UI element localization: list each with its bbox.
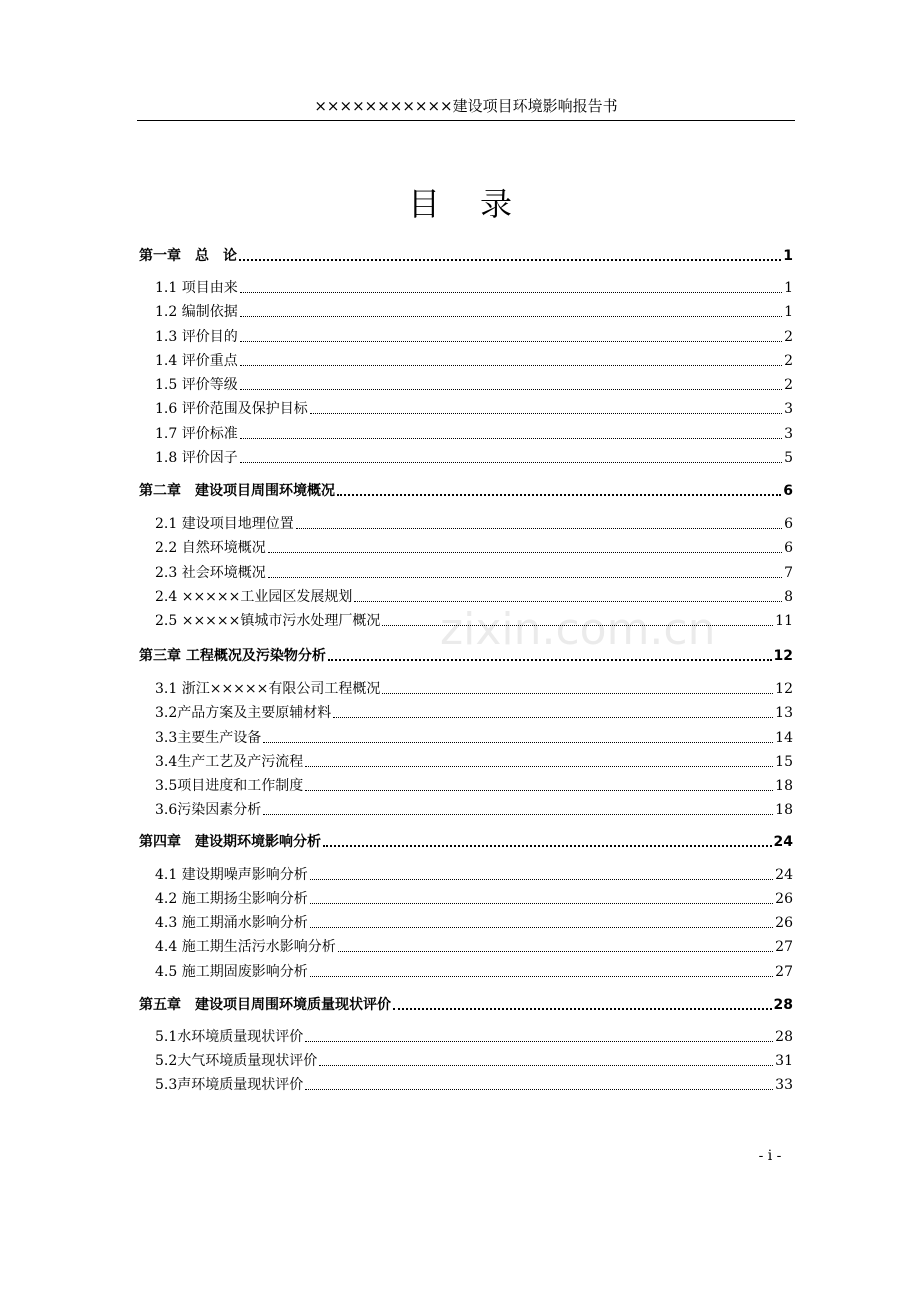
toc-entry-page: 3 <box>784 401 793 417</box>
toc-entry-label: 2.4 ×××××工业园区发展规划 <box>155 589 353 605</box>
toc-entry-page: 28 <box>773 997 793 1013</box>
dot-leader <box>240 292 782 293</box>
dot-leader <box>393 1008 772 1010</box>
toc-entry-label: 2.3 社会环境概况 <box>155 565 266 581</box>
dot-leader <box>240 316 782 317</box>
toc-entry-label: 1.6 评价范围及保护目标 <box>155 401 308 417</box>
toc-section-1-3[interactable] <box>155 325 793 347</box>
toc-section-4-1[interactable] <box>155 863 793 885</box>
dot-leader <box>305 766 773 767</box>
dot-leader <box>240 389 782 390</box>
toc-entry-page: 7 <box>784 565 793 581</box>
toc-entry-page: 6 <box>784 540 793 556</box>
dot-leader <box>305 790 773 791</box>
dot-leader <box>263 814 773 815</box>
toc-section-5-3[interactable] <box>155 1073 793 1095</box>
toc-section-3-2[interactable] <box>155 701 793 723</box>
toc-section-1-6[interactable] <box>155 397 793 419</box>
toc-entry-label: 1.5 评价等级 <box>155 377 238 393</box>
toc-entry-page: 24 <box>773 834 793 850</box>
toc-entry-label: 2.2 自然环境概况 <box>155 540 266 556</box>
toc-entry-page: 27 <box>775 939 793 955</box>
dot-leader <box>296 528 782 529</box>
toc-entry-page: 14 <box>775 730 793 746</box>
toc-entry-page: 26 <box>775 915 793 931</box>
dot-leader <box>268 552 782 553</box>
toc-chapter-2[interactable] <box>139 479 793 501</box>
dot-leader <box>333 717 773 718</box>
toc-entry-page: 24 <box>775 867 793 883</box>
toc-entry-page: 6 <box>784 516 793 532</box>
toc-section-4-2[interactable] <box>155 887 793 909</box>
toc-entry-page: 1 <box>784 304 793 320</box>
dot-leader <box>268 577 782 578</box>
toc-section-2-3[interactable] <box>155 561 793 583</box>
toc-entry-label: 1.7 评价标准 <box>155 426 238 442</box>
toc-entry-label: 第二章 建设项目周围环境概况 <box>139 483 335 499</box>
toc-entry-label: 2.1 建设项目地理位置 <box>155 516 294 532</box>
dot-leader <box>382 693 773 694</box>
toc-entry-label: 第一章 总 论 <box>139 248 237 264</box>
toc-entry-page: 13 <box>775 705 793 721</box>
toc-entry-page: 2 <box>784 377 793 393</box>
toc-entry-label: 1.8 评价因子 <box>155 450 238 466</box>
dot-leader <box>239 259 781 261</box>
dot-leader <box>328 659 772 661</box>
dot-leader <box>338 951 773 952</box>
toc-title: 目录 <box>407 185 552 223</box>
toc-entry-page: 5 <box>784 450 793 466</box>
toc-entry-label: 1.3 评价目的 <box>155 329 238 345</box>
toc-entry-page: 15 <box>775 754 793 770</box>
toc-section-2-5[interactable] <box>155 609 793 631</box>
toc-entry-label: 第四章 建设期环境影响分析 <box>139 834 321 850</box>
toc-section-3-3[interactable] <box>155 726 793 748</box>
dot-leader <box>240 438 782 439</box>
dot-leader <box>305 1041 773 1042</box>
toc-entry-label: 4.2 施工期扬尘影响分析 <box>155 891 308 907</box>
toc-entry-label: 3.6污染因素分析 <box>155 802 262 818</box>
toc-section-4-3[interactable] <box>155 911 793 933</box>
toc-entry-label: 5.3声环境质量现状评价 <box>155 1077 304 1093</box>
toc-section-2-2[interactable] <box>155 536 793 558</box>
toc-section-1-1[interactable] <box>155 276 793 298</box>
toc-entry-page: 12 <box>775 681 793 697</box>
toc-entry-label: 4.3 施工期涌水影响分析 <box>155 915 308 931</box>
page-header <box>137 96 795 121</box>
toc-entry-page: 2 <box>784 329 793 345</box>
toc-entry-label: 3.1 浙江×××××有限公司工程概况 <box>155 681 381 697</box>
page-number: - i - <box>758 1148 782 1164</box>
dot-leader <box>382 625 773 626</box>
toc-section-3-4[interactable] <box>155 750 793 772</box>
toc-entry-page: 6 <box>783 483 793 499</box>
dot-leader <box>323 845 772 847</box>
dot-leader <box>310 413 782 414</box>
toc-chapter-1[interactable] <box>139 244 793 266</box>
toc-entry-page: 11 <box>775 613 793 629</box>
toc-entry-label: 1.4 评价重点 <box>155 353 238 369</box>
toc-entry-label: 3.2产品方案及主要原辅材料 <box>155 705 332 721</box>
toc-entry-page: 27 <box>775 964 793 980</box>
dot-leader <box>354 601 782 602</box>
toc-chapter-3[interactable] <box>139 644 793 666</box>
toc-entry-label: 4.4 施工期生活污水影响分析 <box>155 939 336 955</box>
toc-section-5-1[interactable] <box>155 1025 793 1047</box>
dot-leader <box>310 903 773 904</box>
toc-entry-label: 第五章 建设项目周围环境质量现状评价 <box>139 997 391 1013</box>
toc-section-3-5[interactable] <box>155 774 793 796</box>
toc-entry-label: 3.5项目进度和工作制度 <box>155 778 304 794</box>
toc-entry-page: 3 <box>784 426 793 442</box>
toc-entry-page: 2 <box>784 353 793 369</box>
dot-leader <box>263 742 773 743</box>
dot-leader <box>310 879 773 880</box>
toc-entry-page: 33 <box>775 1077 793 1093</box>
toc-entry-label: 1.1 项目由来 <box>155 280 238 296</box>
toc-entry-page: 1 <box>784 280 793 296</box>
toc-entry-page: 28 <box>775 1029 793 1045</box>
toc-entry-label: 2.5 ×××××镇城市污水处理厂概况 <box>155 613 381 629</box>
dot-leader <box>310 927 773 928</box>
toc-chapter-4[interactable] <box>139 830 793 852</box>
toc-entry-page: 26 <box>775 891 793 907</box>
toc-entry-label: 4.1 建设期噪声影响分析 <box>155 867 308 883</box>
dot-leader <box>305 1089 773 1090</box>
toc-entry-page: 8 <box>784 589 793 605</box>
toc-entry-label: 1.2 编制依据 <box>155 304 238 320</box>
toc-entry-page: 31 <box>775 1053 793 1069</box>
watermark: zixin.com.cn <box>440 604 716 655</box>
toc-entry-label: 第三章 工程概况及污染物分析 <box>139 648 326 664</box>
toc-entry-label: 4.5 施工期固废影响分析 <box>155 964 308 980</box>
dot-leader <box>240 462 782 463</box>
toc-section-2-4[interactable] <box>155 585 793 607</box>
toc-chapter-5[interactable] <box>139 993 793 1015</box>
toc-entry-label: 3.3主要生产设备 <box>155 730 262 746</box>
toc-section-5-2[interactable] <box>155 1049 793 1071</box>
toc-section-1-8[interactable] <box>155 446 793 468</box>
toc-section-4-4[interactable] <box>155 935 793 957</box>
dot-leader <box>319 1065 773 1066</box>
document-title: ×××××××××××建设项目环境影响报告书 <box>314 97 618 115</box>
toc-entry-page: 18 <box>775 778 793 794</box>
toc-section-4-5[interactable] <box>155 960 793 982</box>
toc-entry-label: 5.2大气环境质量现状评价 <box>155 1053 318 1069</box>
toc-section-3-6[interactable] <box>155 798 793 820</box>
toc-section-1-4[interactable] <box>155 349 793 371</box>
toc-entry-label: 3.4生产工艺及产污流程 <box>155 754 304 770</box>
toc-section-3-1[interactable] <box>155 677 793 699</box>
toc-entry-page: 12 <box>773 648 793 664</box>
dot-leader <box>337 494 781 496</box>
toc-section-2-1[interactable] <box>155 512 793 534</box>
toc-entry-page: 18 <box>775 802 793 818</box>
dot-leader <box>240 341 782 342</box>
dot-leader <box>240 365 782 366</box>
toc-entry-label: 5.1水环境质量现状评价 <box>155 1029 304 1045</box>
toc-section-1-7[interactable] <box>155 422 793 444</box>
toc-section-1-5[interactable] <box>155 373 793 395</box>
toc-section-1-2[interactable] <box>155 300 793 322</box>
toc-entry-page: 1 <box>783 248 793 264</box>
dot-leader <box>310 976 773 977</box>
